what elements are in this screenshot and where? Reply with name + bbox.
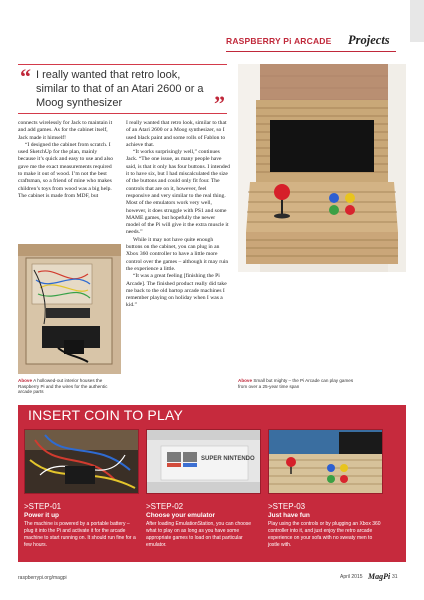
step-heading: Choose your emulator [146,512,215,519]
step-3-photo [268,429,383,494]
step-2-photo [146,429,261,494]
body-paragraph: “It works surprisingly well,” continues Jack. “The one issue, as many people have said, is that it only has four buttons. I intended it to have six, but I had miscalculated the size of the buttons and could only fit four. The controls that are on it, however, feel responsive and very similar to the real thing. Most of the emulators work very well, however, it does struggle with PS1 and some MAME games, but hopefully the newer model of the Pi will give it the extra muscle it needs.” [126,149,230,236]
body-paragraph: While it may not have quite enough buttons on the cabinet, you can plug in an Xbox 360 controller to have a little more control over the games – although it may ruin the experience a little. [126,236,229,272]
step-label: >STEP-01 [24,502,62,511]
caption-text: Small but mighty – the Pi Arcade can play games from over a 25-year time span [238,378,354,389]
body-paragraph: “It was a great feeling [finishing the Pi Arcade]. The finished product really did take me back to the old bartop arcade machines I remember playing on holiday when I was a kid.” [126,273,227,309]
caption-label: Above [18,378,33,383]
arcade-cabinet-photo [238,64,406,272]
emulator-screen-text: SUPER NINTENDO [201,456,255,462]
body-column-2 [126,120,230,310]
body-column-1 [18,120,116,200]
cabinet-buttons-illustration [269,430,383,494]
footer-logo: MagPi [368,572,391,581]
close-quote-mark: ” [214,91,225,116]
step-text: The machine is powered by a portable battery – plug it into the Pi and activate it for the arcade machine to start running on. It should run fine for a few hours. [24,521,136,548]
arcade-cabinet-illustration [238,64,406,272]
step-card [146,429,261,549]
interior-wiring-photo [18,244,121,374]
header-rule [226,51,396,52]
steps-panel [18,405,406,562]
section-title: Projects [348,33,390,47]
photo-caption-right [238,378,358,389]
battery-wiring-illustration [25,430,139,494]
open-quote-mark: “ [20,64,31,89]
emulator-screen-illustration [147,430,261,494]
pull-quote-text: I really wanted that retro look, similar to that of an Atari 2600 or a Moog synthesizer [36,69,204,109]
body-paragraph: connects wirelessly for Jack to maintain it and add games. As for the cabinet itself, Jack made it himself! [18,120,113,141]
step-card [268,429,383,549]
footer-date: April 2015 [340,574,363,580]
step-text: Play using the controls or by plugging an Xbox 360 controller into it, and just enjoy the retro arcade experience on your sofa with no sweaty men to jostle with. [268,521,381,548]
step-label: >STEP-03 [268,502,306,511]
step-text: After loading EmulationStation, you can choose what to play on as long as you have some appropriate games to load on that particular emulator. [146,521,252,548]
page-number: 31 [392,574,398,580]
page-corner-tab [410,0,424,42]
body-paragraph: I really wanted that retro look, similar to that of an Atari 2600 or a Moog synthesizer, so I used black paint and some rolls of Fablon to achieve that. [126,120,227,148]
step-heading: Just have fun [268,512,310,519]
photo-caption-left [18,378,118,395]
step-heading: Power it up [24,512,60,519]
footer-url: raspberrypi.org/magpi [18,575,67,581]
pull-quote [18,64,227,114]
steps-panel-title: INSERT COIN TO PLAY [28,407,183,423]
article-kicker: RASPBERRY Pi ARCADE [226,36,332,46]
step-label: >STEP-02 [146,502,184,511]
body-paragraph: “I designed the cabinet from scratch. I used SketchUp for the plan, mainly because it’s quick and easy to use and also gave me the exact measurements required to make it out of wood. I’m not the best craftsman, so a friend of mine who makes children’s toys from wood was a big help. The cabinet is made from MDF, but [18,141,114,199]
interior-wiring-illustration [18,244,121,374]
step-card [24,429,139,549]
caption-text: A hollowed-out interior houses the Raspberry Pi and the wires for the authentic arcade parts [18,378,108,395]
step-1-photo [24,429,139,494]
caption-label: Above [238,378,253,383]
